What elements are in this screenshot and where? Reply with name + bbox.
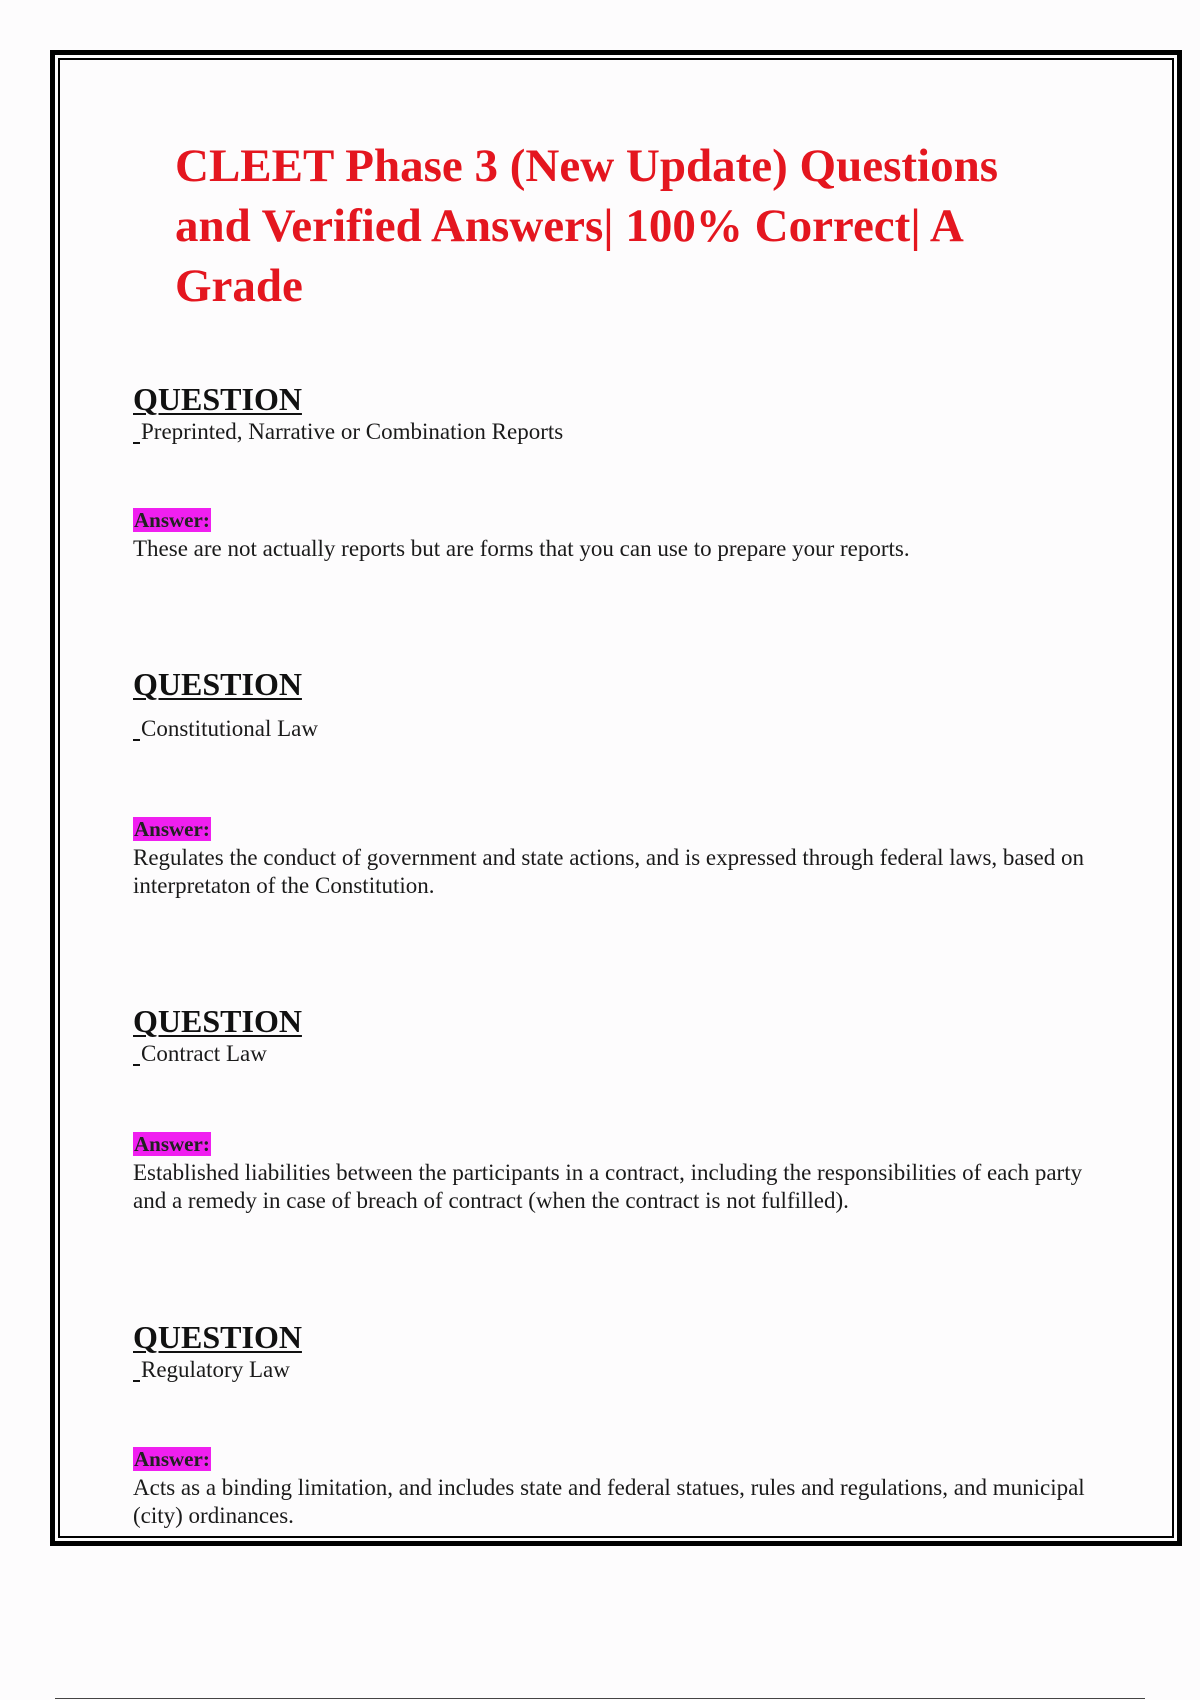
answer-text: These are not actually reports but are forms that you can use to prepare your reports. (133, 536, 910, 561)
answer-label: Answer: (134, 508, 210, 532)
question-text: Constitutional Law (133, 715, 1093, 743)
answer-label: Answer: (134, 1447, 210, 1471)
question-text: Contract Law (133, 1040, 1093, 1068)
qa-block-2 (133, 665, 1093, 743)
answer-block-3 (133, 1132, 1093, 1215)
footer-divider (55, 1698, 1145, 1699)
qa-block-4 (133, 1318, 1093, 1384)
answer-block-2 (133, 817, 1093, 900)
answer-block-1 (133, 508, 1093, 563)
question-label: QUESTION (133, 381, 302, 417)
question-text: Preprinted, Narrative or Combination Reports (133, 418, 1093, 446)
qa-block-1 (133, 380, 1093, 446)
answer-text: Acts as a binding limitation, and includes state and federal statues, rules and regulations, and municipal (city) ordinances. (133, 1475, 1085, 1528)
answer-label: Answer: (134, 817, 210, 841)
answer-text: Established liabilities between the participants in a contract, including the responsibilities of each party and a remedy in case of breach of contract (when the contract is not fulfilled). (133, 1160, 1083, 1213)
question-label: QUESTION (133, 1003, 302, 1039)
answer-label: Answer: (134, 1132, 210, 1156)
question-label: QUESTION (133, 666, 302, 702)
qa-block-3 (133, 1002, 1093, 1068)
question-label: QUESTION (133, 1319, 302, 1355)
question-text: Regulatory Law (133, 1356, 1093, 1384)
document-title: CLEET Phase 3 (New Update) Questions and Verified Answers| 100% Correct| A Grade (175, 140, 999, 312)
answer-block-4 (133, 1447, 1093, 1530)
answer-text: Regulates the conduct of government and state actions, and is expressed through federal laws, based on interpretaton of the Constitution. (133, 845, 1085, 898)
